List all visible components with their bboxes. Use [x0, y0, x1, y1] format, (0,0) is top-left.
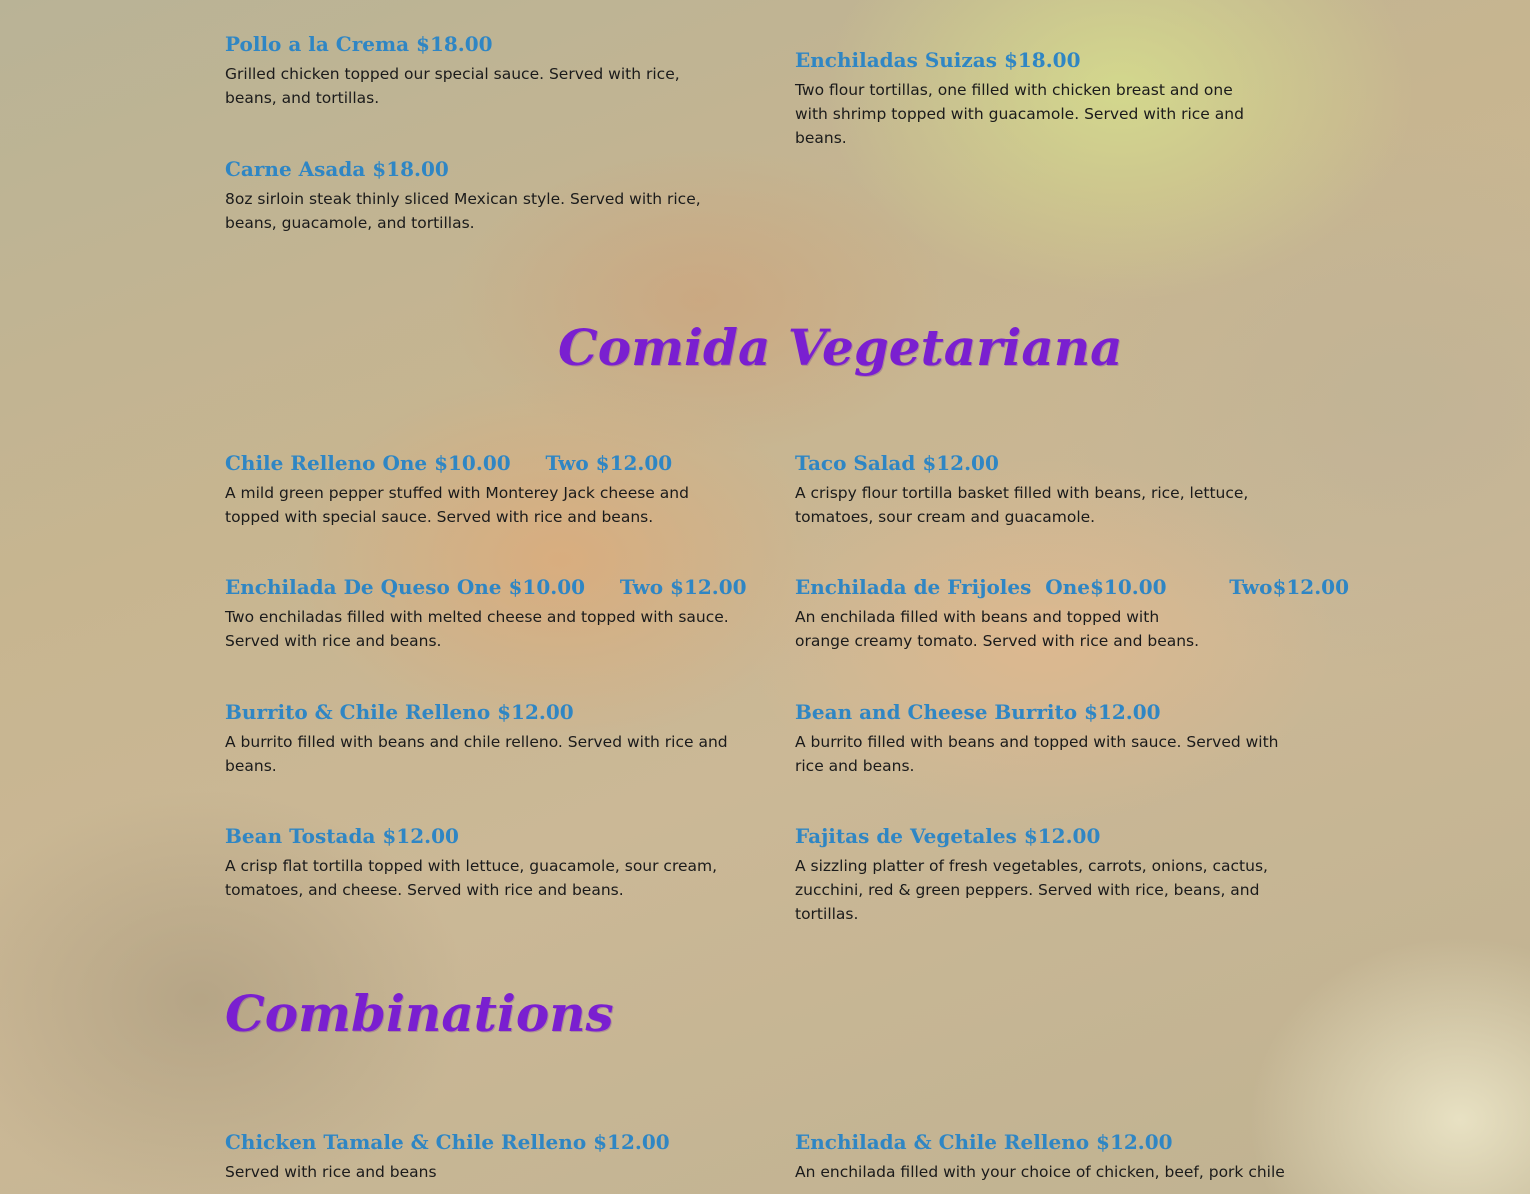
menu-item-title: Enchiladas Suizas $18.00 — [795, 48, 1081, 72]
menu-item-description: Two enchiladas filled with melted cheese and topped with sauce. Served with rice and beans. — [225, 608, 729, 650]
menu-item-title: Enchilada de Frijoles One$10.00 Two$12.00 — [795, 575, 1349, 599]
menu-item-title: Chicken Tamale & Chile Relleno $12.00 — [225, 1130, 670, 1154]
menu-item-enchilada-frijoles — [795, 574, 1349, 653]
menu-item-title: Taco Salad $12.00 — [795, 451, 999, 475]
menu-item-carne-asada — [225, 156, 735, 235]
menu-item-description: Two flour tortillas, one filled with chicken breast and one with shrimp topped with guacamole. Served with rice and beans. — [795, 81, 1244, 147]
menu-item-title: Chile Relleno One $10.00 Two $12.00 — [225, 451, 673, 475]
menu-item-bean-cheese-burrito — [795, 699, 1305, 778]
menu-item-pollo-crema — [225, 31, 735, 110]
menu-item-description: Served with rice and beans — [225, 1163, 437, 1181]
menu-item-fajitas-vegetales — [795, 823, 1305, 926]
menu-item-description: An enchilada filled with beans and topped with orange creamy tomato. Served with rice and beans. — [795, 608, 1200, 650]
menu-item-title: Burrito & Chile Relleno $12.00 — [225, 700, 574, 724]
menu-item-enchiladas-suizas — [795, 47, 1305, 150]
menu-item-description: An enchilada filled with your choice of chicken, beef, pork chile — [795, 1163, 1285, 1181]
menu-item-description: A mild green pepper stuffed with Monterey Jack cheese and topped with special sauce. Served with rice and beans. — [225, 484, 689, 526]
section-heading-vegetarian: Comida Vegetariana — [558, 318, 1123, 377]
menu-item-description: Grilled chicken topped our special sauce. Served with rice, beans, and tortillas. — [225, 65, 680, 107]
menu-item-description: A sizzling platter of fresh vegetables, carrots, onions, cactus, zucchini, red & green peppers. Served with rice, beans, and tortillas. — [795, 857, 1268, 923]
menu-item-enchilada-queso — [225, 574, 747, 653]
menu-item-description: A burrito filled with beans and chile relleno. Served with rice and beans. — [225, 733, 728, 775]
menu-item-taco-salad — [795, 450, 1305, 529]
menu-item-chicken-tamale-combo — [225, 1129, 735, 1184]
menu-item-title: Bean Tostada $12.00 — [225, 824, 459, 848]
menu-item-description: A crisp flat tortilla topped with lettuce, guacamole, sour cream, tomatoes, and cheese. Served with rice and beans. — [225, 857, 718, 899]
menu-item-title: Bean and Cheese Burrito $12.00 — [795, 700, 1161, 724]
menu-item-title: Enchilada De Queso One $10.00 Two $12.00 — [225, 575, 747, 599]
menu-item-chile-relleno — [225, 450, 735, 529]
menu-item-description: A burrito filled with beans and topped with sauce. Served with rice and beans. — [795, 733, 1279, 775]
menu-item-burrito-chile-relleno — [225, 699, 735, 778]
section-heading-combinations: Combinations — [225, 984, 614, 1043]
menu-item-title: Carne Asada $18.00 — [225, 157, 449, 181]
menu-item-title: Enchilada & Chile Relleno $12.00 — [795, 1130, 1173, 1154]
menu-item-title: Pollo a la Crema $18.00 — [225, 32, 493, 56]
menu-item-enchilada-chile-combo — [795, 1129, 1305, 1184]
menu-item-description: 8oz sirloin steak thinly sliced Mexican style. Served with rice, beans, guacamole, and tortillas. — [225, 190, 701, 232]
menu-item-description: A crispy flour tortilla basket filled with beans, rice, lettuce, tomatoes, sour cream and guacamole. — [795, 484, 1249, 526]
menu-item-title: Fajitas de Vegetales $12.00 — [795, 824, 1101, 848]
menu-item-bean-tostada — [225, 823, 735, 902]
